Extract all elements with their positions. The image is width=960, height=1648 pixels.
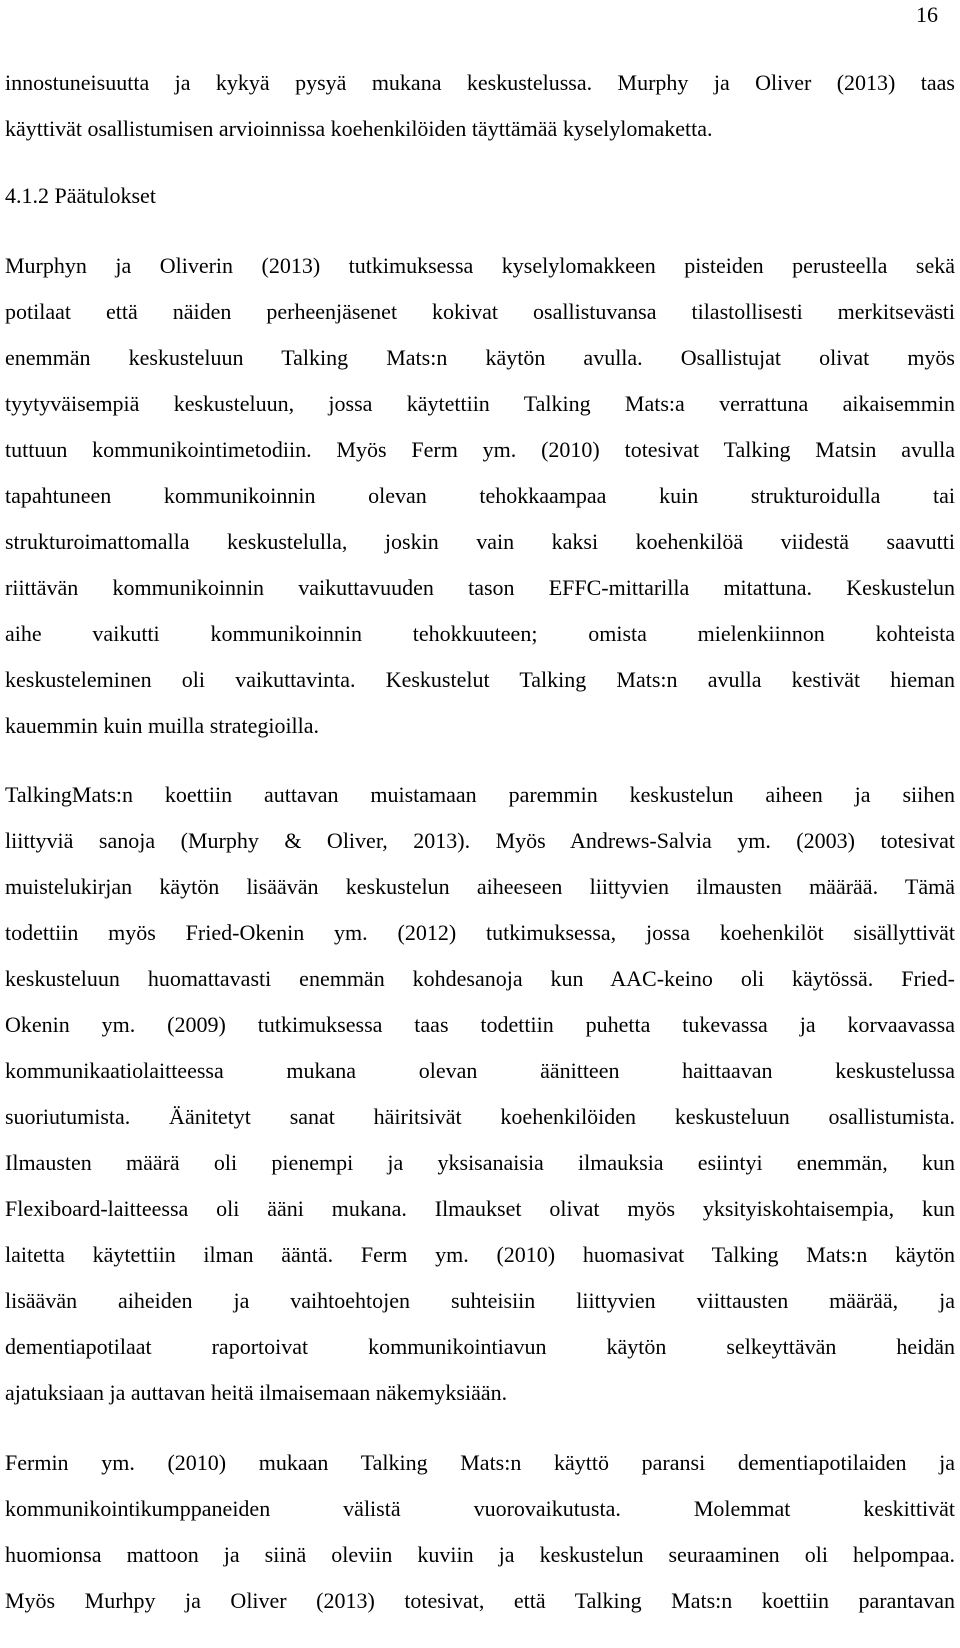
body-text-line: innostuneisuutta ja kykyä pysyä mukana keskustelussa. Murphy ja Oliver (2013) taas — [5, 70, 955, 95]
body-text-line: keskusteleminen oli vaikuttavinta. Keskustelut Talking Mats:n avulla kestivät hieman — [5, 667, 955, 692]
body-text-line: TalkingMats:n koettiin auttavan muistamaan paremmin keskustelun aiheen ja siihen — [5, 782, 955, 807]
body-text-line: Fermin ym. (2010) mukaan Talking Mats:n käyttö paransi dementiapotilaiden ja — [5, 1450, 955, 1475]
body-text-line: kommunikaatiolaitteessa mukana olevan äänitteen haittaavan keskustelussa — [5, 1058, 955, 1083]
body-text-line: dementiapotilaat raportoivat kommunikointiavun käytön selkeyttävän heidän — [5, 1334, 955, 1359]
body-text-line: aihe vaikutti kommunikoinnin tehokkuuteen; omista mielenkiinnon kohteista — [5, 621, 955, 646]
body-text-line: Murphyn ja Oliverin (2013) tutkimuksessa kyselylomakkeen pisteiden perusteella sekä — [5, 253, 955, 278]
body-text-line: enemmän keskusteluun Talking Mats:n käytön avulla. Osallistujat olivat myös — [5, 345, 955, 370]
body-text-line: Ilmausten määrä oli pienempi ja yksisanaisia ilmauksia esiintyi enemmän, kun — [5, 1150, 955, 1175]
body-text-line: käyttivät osallistumisen arvioinnissa koehenkilöiden täyttämää kyselylomaketta. — [5, 116, 713, 141]
body-text-line: potilaat että näiden perheenjäsenet kokivat osallistuvansa tilastollisesti merkitsevästi — [5, 299, 955, 324]
body-text-line: tapahtuneen kommunikoinnin olevan tehokkaampaa kuin strukturoidulla tai — [5, 483, 955, 508]
page-number: 16 — [916, 2, 938, 27]
body-text-line: strukturoimattomalla keskustelulla, joskin vain kaksi koehenkilöä viidestä saavutti — [5, 529, 955, 554]
body-text-line: kommunikointikumppaneiden välistä vuorovaikutusta. Molemmat keskittivät — [5, 1496, 955, 1521]
section-heading: 4.1.2 Päätulokset — [5, 183, 156, 208]
body-text-line: laitetta käytettiin ilman ääntä. Ferm ym. (2010) huomasivat Talking Mats:n käytön — [5, 1242, 955, 1267]
body-text-line: huomionsa mattoon ja siinä oleviin kuviin ja keskustelun seuraaminen oli helpompaa. — [5, 1542, 955, 1567]
body-text-line: todettiin myös Fried-Okenin ym. (2012) tutkimuksessa, jossa koehenkilöt sisällyttivät — [5, 920, 955, 945]
body-text-line: tyytyväisempiä keskusteluun, jossa käytettiin Talking Mats:a verrattuna aikaisemmin — [5, 391, 955, 416]
body-text-line: Myös Murhpy ja Oliver (2013) totesivat, että Talking Mats:n koettiin parantavan — [5, 1588, 955, 1613]
body-text-line: liittyviä sanoja (Murphy & Oliver, 2013). Myös Andrews-Salvia ym. (2003) totesivat — [5, 828, 955, 853]
body-text-line: lisäävän aiheiden ja vaihtoehtojen suhteisiin liittyvien viittausten määrää, ja — [5, 1288, 955, 1313]
body-text-line: tuttuun kommunikointimetodiin. Myös Ferm ym. (2010) totesivat Talking Matsin avulla — [5, 437, 955, 462]
body-text-line: riittävän kommunikoinnin vaikuttavuuden tason EFFC-mittarilla mitattuna. Keskustelun — [5, 575, 955, 600]
body-text-line: Okenin ym. (2009) tutkimuksessa taas todettiin puhetta tukevassa ja korvaavassa — [5, 1012, 955, 1037]
body-text-line: muistelukirjan käytön lisäävän keskustelun aiheeseen liittyvien ilmausten määrää. Tämä — [5, 874, 955, 899]
body-text-line: Flexiboard-laitteessa oli ääni mukana. Ilmaukset olivat myös yksityiskohtaisempia, kun — [5, 1196, 955, 1221]
body-text-line: ajatuksiaan ja auttavan heitä ilmaisemaan näkemyksiään. — [5, 1380, 508, 1405]
body-text-line: kauemmin kuin muilla strategioilla. — [5, 713, 320, 738]
body-text-line: suoriutumista. Äänitetyt sanat häiritsivät koehenkilöiden keskusteluun osallistumista. — [5, 1104, 955, 1129]
body-text-line: keskusteluun huomattavasti enemmän kohdesanoja kun AAC-keino oli käytössä. Fried- — [5, 966, 955, 991]
